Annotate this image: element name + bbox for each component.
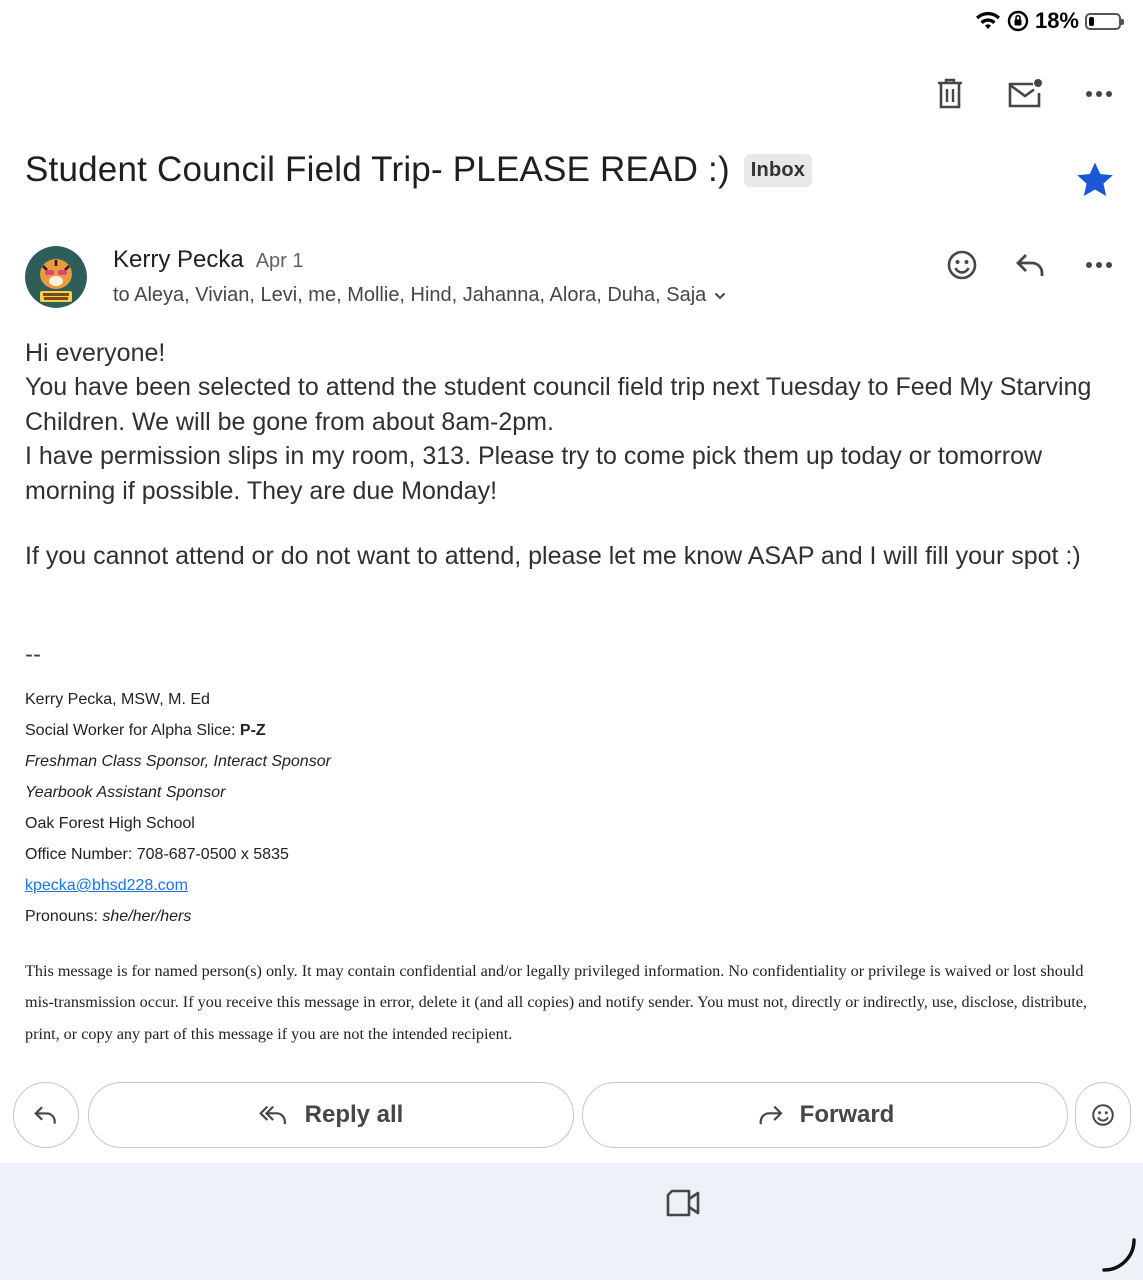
status-bar [975, 8, 1121, 34]
forward-button[interactable] [582, 1082, 1068, 1148]
signature-separator: -- [25, 641, 41, 668]
battery-percent: 18% [1034, 8, 1079, 33]
body-paragraph: You have been selected to attend the student council field trip next Tuesday to Feed My Starving Children. We will be gone from about 8am-2pm. [25, 373, 1092, 436]
email-subject: Student Council Field Trip- PLEASE READ :) [25, 150, 730, 189]
resize-handle-icon [1100, 1236, 1140, 1276]
chevron-down-icon [714, 292, 726, 300]
video-camera-icon [665, 1188, 701, 1218]
star-button[interactable] [1073, 158, 1117, 202]
reply-button[interactable] [1009, 243, 1053, 287]
signature-name: Kerry Pecka, MSW, M. Ed [25, 691, 210, 708]
meet-button[interactable] [664, 1186, 702, 1220]
reply-icon [33, 1104, 59, 1126]
signature-school: Oak Forest High School [25, 815, 195, 832]
signature-role-slice: P-Z [239, 722, 266, 739]
resize-handle[interactable] [1100, 1236, 1140, 1276]
email-date: Apr 1 [255, 250, 304, 272]
pronouns-value: she/her/hers [102, 908, 192, 925]
emoji-icon [946, 249, 978, 281]
body-paragraph: If you cannot attend or do not want to attend, please let me know ASAP and I will fill your spot :) [25, 542, 1081, 571]
email-signature [25, 640, 331, 932]
signature-email-link[interactable]: kpecka@bhsd228.com [25, 877, 188, 894]
star-icon [1073, 158, 1117, 202]
body-paragraph: I have permission slips in my room, 313. Please try to come pick them up today or tomorrow morning if possible. They are due Monday! [25, 442, 1043, 505]
message-more-button[interactable] [1077, 243, 1121, 287]
signature-office: Office Number: 708-687-0500 x 5835 [25, 846, 289, 863]
mark-unread-icon [1007, 78, 1043, 110]
orientation-lock-icon [1007, 10, 1029, 32]
tiger-avatar-icon [25, 246, 87, 308]
reply-all-button[interactable] [88, 1082, 574, 1148]
delete-button[interactable] [928, 72, 972, 116]
react-button[interactable] [940, 243, 984, 287]
reply-all-label: Reply all [304, 1101, 404, 1128]
emoji-icon [1091, 1103, 1115, 1127]
avatar[interactable] [25, 246, 87, 308]
recipients-toggle[interactable] [113, 284, 726, 307]
reply-icon [1015, 251, 1047, 279]
forward-label: Forward [799, 1101, 895, 1128]
emoji-react-bottom-button[interactable] [1075, 1082, 1131, 1148]
more-options-button[interactable] [1077, 72, 1121, 116]
reply-all-icon [259, 1104, 289, 1126]
wifi-icon [975, 11, 1001, 31]
battery-icon [1085, 13, 1121, 30]
sender-row [113, 246, 304, 274]
sender-name[interactable]: Kerry Pecka [113, 246, 244, 273]
signature-sponsor: Freshman Class Sponsor, Interact Sponsor [25, 753, 331, 770]
more-icon [1085, 261, 1113, 269]
bottom-nav-bar [0, 1163, 1143, 1280]
mark-unread-button[interactable] [1003, 72, 1047, 116]
trash-icon [936, 78, 964, 110]
email-body [25, 336, 1120, 573]
legal-disclaimer: This message is for named person(s) only. It may contain confidential and/or legally privileged information. No confidentiality or privilege is waived or lost should mis-transmission occur. If you receive this message in error, delete it (and all copies) and notify sender. You must not, directly or indirectly, use, disclose, distribute, print, or copy any part of this message if you are not the intended recipient. [25, 962, 1087, 1043]
email-subject-row [25, 150, 812, 190]
recipients-list: to Aleya, Vivian, Levi, me, Mollie, Hind, Jahanna, Alora, Duha, Saja [113, 284, 707, 306]
signature-role: Social Worker for Alpha Slice: P-Z [25, 722, 266, 739]
signature-sponsor: Yearbook Assistant Sponsor [25, 784, 226, 801]
more-icon [1085, 90, 1113, 98]
forward-icon [756, 1104, 784, 1126]
signature-pronouns: Pronouns: she/her/hers [25, 908, 192, 925]
label-chip[interactable]: Inbox [744, 154, 812, 187]
body-greeting: Hi everyone! [25, 339, 166, 367]
reply-bottom-button[interactable] [13, 1082, 79, 1148]
